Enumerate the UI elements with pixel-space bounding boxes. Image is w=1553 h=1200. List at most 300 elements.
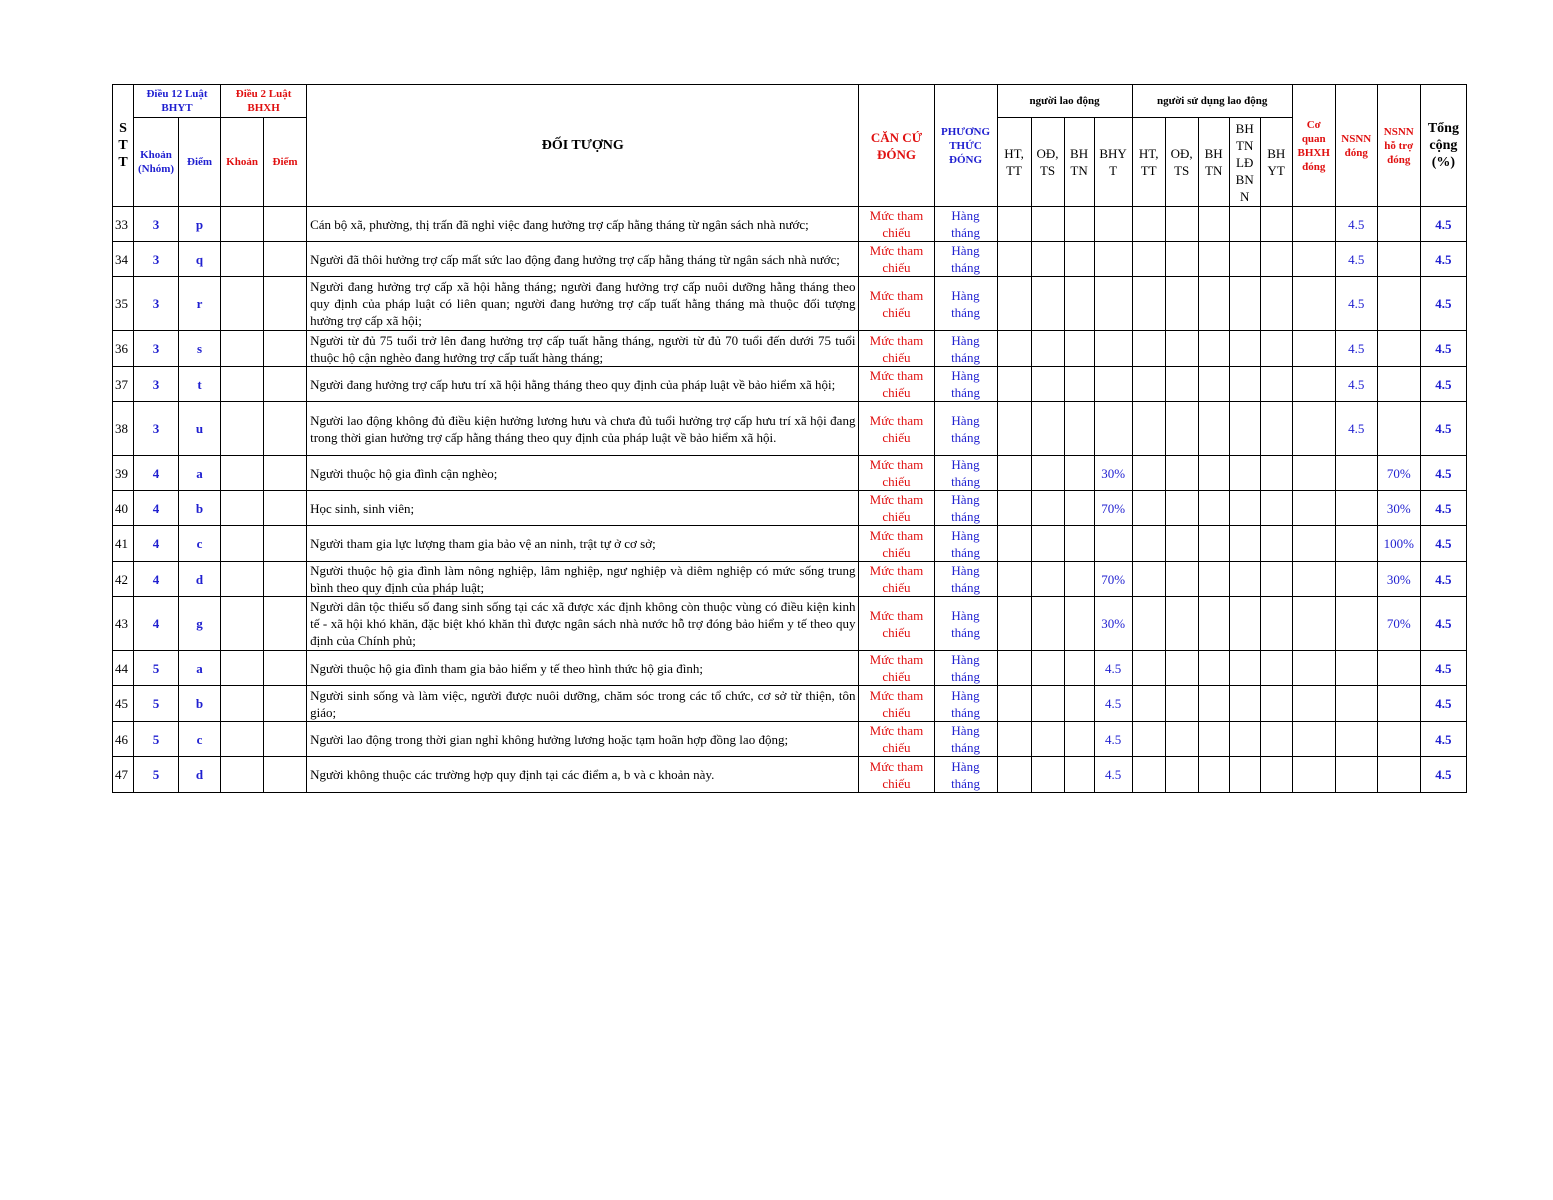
sd-httt-cell [1132, 722, 1165, 757]
ld-bhtn-cell [1064, 597, 1094, 651]
sd-bhtnld-cell [1229, 597, 1260, 651]
contribution-table [112, 84, 1467, 793]
diem-header: Điểm [179, 118, 221, 207]
sd-httt-cell [1132, 491, 1165, 526]
tong-cell: 4.5 [1420, 242, 1466, 277]
ld-httt-cell [997, 242, 1031, 277]
ld-bhyt-cell: 4.5 [1094, 757, 1132, 793]
sd-odts-cell [1165, 526, 1198, 562]
ld-odts-cell [1031, 402, 1064, 456]
sd-bhyt-cell [1260, 526, 1292, 562]
law2-diem-cell [264, 367, 307, 402]
row-number: 47 [113, 757, 134, 793]
sd-bhtn-cell [1198, 722, 1229, 757]
tong-cell: 4.5 [1420, 207, 1466, 242]
nsnn-ho-tro-cell [1377, 722, 1420, 757]
sd-bhtnld-cell [1229, 456, 1260, 491]
sd-bhtnld-cell [1229, 722, 1260, 757]
sd-col-header: OĐ, TS [1165, 118, 1198, 207]
sd-bhtnld-cell [1229, 562, 1260, 597]
phuong-thuc-cell: Hàng tháng [934, 491, 997, 526]
sd-bhtn-cell [1198, 242, 1229, 277]
ld-odts-cell [1031, 597, 1064, 651]
nguoi-lao-dong-header: người lao động [997, 85, 1132, 118]
law2-khoan-cell [221, 562, 264, 597]
phuong-thuc-cell: Hàng tháng [934, 562, 997, 597]
co-quan-cell [1292, 562, 1335, 597]
sd-bhyt-cell [1260, 491, 1292, 526]
phuong-thuc-cell: Hàng tháng [934, 367, 997, 402]
sd-bhyt-cell [1260, 367, 1292, 402]
can-cu-cell: Mức tham chiếu [859, 207, 934, 242]
sd-bhtnld-cell [1229, 331, 1260, 367]
sd-bhyt-cell [1260, 757, 1292, 793]
tong-cell: 4.5 [1420, 757, 1466, 793]
table-row [113, 456, 1467, 491]
table-row [113, 331, 1467, 367]
nsnn-ho-tro-cell [1377, 277, 1420, 331]
nsnn-cell [1335, 562, 1377, 597]
ld-bhyt-cell: 30% [1094, 597, 1132, 651]
khoan-header: Khoản [221, 118, 264, 207]
law2-khoan-cell [221, 757, 264, 793]
law2-diem-cell [264, 277, 307, 331]
can-cu-cell: Mức tham chiếu [859, 597, 934, 651]
sd-bhtnld-cell [1229, 402, 1260, 456]
law2-khoan-cell [221, 651, 264, 686]
tong-cell: 4.5 [1420, 331, 1466, 367]
sd-bhyt-cell [1260, 207, 1292, 242]
diem-cell: d [179, 757, 221, 793]
ld-httt-cell [997, 367, 1031, 402]
tong-cell: 4.5 [1420, 722, 1466, 757]
sd-odts-cell [1165, 456, 1198, 491]
phuong-thuc-cell: Hàng tháng [934, 331, 997, 367]
tong-cell: 4.5 [1420, 526, 1466, 562]
ld-odts-cell [1031, 562, 1064, 597]
ld-col-header: OĐ, TS [1031, 118, 1064, 207]
row-number: 43 [113, 597, 134, 651]
sd-bhtn-cell [1198, 757, 1229, 793]
tong-cell: 4.5 [1420, 562, 1466, 597]
phuong-thuc-cell: Hàng tháng [934, 456, 997, 491]
table-row [113, 277, 1467, 331]
nsnn-cell [1335, 651, 1377, 686]
nsnn-ho-tro-cell: 100% [1377, 526, 1420, 562]
table-row [113, 207, 1467, 242]
khoan-cell: 5 [134, 651, 179, 686]
sd-col-header: BH TN [1198, 118, 1229, 207]
sd-col-header: BH YT [1260, 118, 1292, 207]
khoan-cell: 3 [134, 402, 179, 456]
ld-httt-cell [997, 686, 1031, 722]
nsnn-ho-tro-cell [1377, 367, 1420, 402]
tong-cell: 4.5 [1420, 367, 1466, 402]
table-row [113, 651, 1467, 686]
row-number: 44 [113, 651, 134, 686]
co-quan-cell [1292, 456, 1335, 491]
doi-tuong-cell: Người tham gia lực lượng tham gia bảo vệ an ninh, trật tự ở cơ sở; [307, 526, 859, 562]
ld-httt-cell [997, 491, 1031, 526]
law2-khoan-cell [221, 207, 264, 242]
co-quan-header: Cơ quan BHXH đóng [1292, 85, 1335, 207]
sd-odts-cell [1165, 757, 1198, 793]
ld-httt-cell [997, 597, 1031, 651]
diem-cell: c [179, 722, 221, 757]
row-number: 38 [113, 402, 134, 456]
khoan-cell: 3 [134, 207, 179, 242]
sd-httt-cell [1132, 207, 1165, 242]
ld-bhtn-cell [1064, 491, 1094, 526]
khoan-cell: 3 [134, 367, 179, 402]
ld-bhyt-cell: 4.5 [1094, 722, 1132, 757]
sd-bhyt-cell [1260, 597, 1292, 651]
nsnn-ho-tro-cell: 30% [1377, 491, 1420, 526]
tong-cell: 4.5 [1420, 686, 1466, 722]
khoan-cell: 5 [134, 686, 179, 722]
nsnn-cell [1335, 526, 1377, 562]
table-row [113, 242, 1467, 277]
ld-bhtn-cell [1064, 651, 1094, 686]
khoan-cell: 4 [134, 526, 179, 562]
law2-khoan-cell [221, 491, 264, 526]
ld-bhyt-cell: 4.5 [1094, 686, 1132, 722]
ld-bhtn-cell [1064, 456, 1094, 491]
phuong-thuc-cell: Hàng tháng [934, 686, 997, 722]
sd-bhtnld-cell [1229, 651, 1260, 686]
doi-tuong-cell: Người lao động không đủ điều kiện hưởng lương hưu và chưa đủ tuổi hưởng trợ cấp hưu trí xã hội đang trong thời gian hưởng trợ cấp hằng tháng theo quy định của pháp luật về bảo hiểm xã hội. [307, 402, 859, 456]
ld-odts-cell [1031, 242, 1064, 277]
sd-odts-cell [1165, 491, 1198, 526]
tong-cell: 4.5 [1420, 597, 1466, 651]
nsnn-ho-tro-cell: 70% [1377, 597, 1420, 651]
phuong-thuc-cell: Hàng tháng [934, 402, 997, 456]
row-number: 45 [113, 686, 134, 722]
stt-header: S T T [113, 85, 134, 207]
can-cu-header: CĂN CỨ ĐÓNG [859, 85, 934, 207]
law2-diem-cell [264, 686, 307, 722]
sd-bhtnld-cell [1229, 686, 1260, 722]
ld-bhyt-cell: 70% [1094, 491, 1132, 526]
sd-bhtnld-cell [1229, 367, 1260, 402]
ld-bhyt-cell [1094, 526, 1132, 562]
co-quan-cell [1292, 651, 1335, 686]
can-cu-cell: Mức tham chiếu [859, 331, 934, 367]
sd-httt-cell [1132, 331, 1165, 367]
ld-odts-cell [1031, 526, 1064, 562]
diem2-header: Điểm [264, 118, 307, 207]
can-cu-cell: Mức tham chiếu [859, 526, 934, 562]
ld-odts-cell [1031, 367, 1064, 402]
sd-bhyt-cell [1260, 402, 1292, 456]
ld-col-header: BHY T [1094, 118, 1132, 207]
law2-diem-cell [264, 207, 307, 242]
nsnn-cell: 4.5 [1335, 402, 1377, 456]
sd-httt-cell [1132, 242, 1165, 277]
sd-odts-cell [1165, 597, 1198, 651]
sd-bhtn-cell [1198, 562, 1229, 597]
khoan-cell: 4 [134, 456, 179, 491]
can-cu-cell: Mức tham chiếu [859, 686, 934, 722]
phuong-thuc-cell: Hàng tháng [934, 242, 997, 277]
tong-cell: 4.5 [1420, 491, 1466, 526]
table-row [113, 402, 1467, 456]
doi-tuong-cell: Học sinh, sinh viên; [307, 491, 859, 526]
co-quan-cell [1292, 367, 1335, 402]
ld-bhtn-cell [1064, 367, 1094, 402]
sd-col-header: BH TN LĐ BN N [1229, 118, 1260, 207]
row-number: 41 [113, 526, 134, 562]
law2-khoan-cell [221, 686, 264, 722]
co-quan-cell [1292, 491, 1335, 526]
doi-tuong-cell: Người không thuộc các trường hợp quy định tại các điểm a, b và c khoản này. [307, 757, 859, 793]
sd-httt-cell [1132, 597, 1165, 651]
ld-odts-cell [1031, 722, 1064, 757]
table-row [113, 597, 1467, 651]
can-cu-cell: Mức tham chiếu [859, 277, 934, 331]
sd-bhyt-cell [1260, 242, 1292, 277]
row-number: 33 [113, 207, 134, 242]
ld-httt-cell [997, 757, 1031, 793]
law2-diem-cell [264, 757, 307, 793]
khoan-cell: 4 [134, 491, 179, 526]
ld-odts-cell [1031, 456, 1064, 491]
co-quan-cell [1292, 331, 1335, 367]
diem-cell: a [179, 456, 221, 491]
law2-diem-cell [264, 331, 307, 367]
doi-tuong-cell: Người sinh sống và làm việc, người được nuôi dưỡng, chăm sóc trong các tổ chức, cơ sở từ thiện, tôn giáo; [307, 686, 859, 722]
sd-odts-cell [1165, 331, 1198, 367]
diem-cell: b [179, 686, 221, 722]
doi-tuong-cell: Người đang hưởng trợ cấp hưu trí xã hội hằng tháng theo quy định của pháp luật về bảo hiểm xã hội; [307, 367, 859, 402]
nsnn-ho-tro-cell [1377, 331, 1420, 367]
sd-bhtn-cell [1198, 331, 1229, 367]
sd-httt-cell [1132, 402, 1165, 456]
ld-httt-cell [997, 402, 1031, 456]
law2-diem-cell [264, 651, 307, 686]
nsnn-ho-tro-header: NSNN hỗ trợ đóng [1377, 85, 1420, 207]
law2-diem-cell [264, 526, 307, 562]
diem-cell: b [179, 491, 221, 526]
doi-tuong-cell: Người đang hưởng trợ cấp xã hội hằng tháng; người đang hưởng trợ cấp nuôi dưỡng hằng tháng theo quy định của pháp luật có liên quan; người đang hưởng trợ cấp tuất hằng tháng mà thuộc đối tượng hưởng trợ cấp xã hội; [307, 277, 859, 331]
can-cu-cell: Mức tham chiếu [859, 456, 934, 491]
co-quan-cell [1292, 242, 1335, 277]
co-quan-cell [1292, 757, 1335, 793]
law2-khoan-cell [221, 526, 264, 562]
sd-bhyt-cell [1260, 722, 1292, 757]
sd-bhtn-cell [1198, 686, 1229, 722]
table-row [113, 491, 1467, 526]
khoan-cell: 4 [134, 562, 179, 597]
ld-httt-cell [997, 651, 1031, 686]
row-number: 35 [113, 277, 134, 331]
row-number: 34 [113, 242, 134, 277]
law2-khoan-cell [221, 277, 264, 331]
law12-header: Điều 12 Luật BHYT [134, 85, 221, 118]
nsnn-cell [1335, 456, 1377, 491]
tong-cell: 4.5 [1420, 456, 1466, 491]
nsnn-ho-tro-cell [1377, 686, 1420, 722]
diem-cell: q [179, 242, 221, 277]
sd-bhtn-cell [1198, 597, 1229, 651]
law2-diem-cell [264, 722, 307, 757]
law2-header: Điều 2 Luật BHXH [221, 85, 307, 118]
co-quan-cell [1292, 526, 1335, 562]
nsnn-cell: 4.5 [1335, 331, 1377, 367]
sd-bhtn-cell [1198, 651, 1229, 686]
ld-bhtn-cell [1064, 242, 1094, 277]
co-quan-cell [1292, 207, 1335, 242]
co-quan-cell [1292, 722, 1335, 757]
nsnn-cell: 4.5 [1335, 242, 1377, 277]
sd-httt-cell [1132, 757, 1165, 793]
diem-cell: c [179, 526, 221, 562]
row-number: 46 [113, 722, 134, 757]
tong-cell: 4.5 [1420, 651, 1466, 686]
sd-bhyt-cell [1260, 456, 1292, 491]
ld-bhtn-cell [1064, 402, 1094, 456]
sd-bhtn-cell [1198, 491, 1229, 526]
co-quan-cell [1292, 597, 1335, 651]
sd-bhtn-cell [1198, 277, 1229, 331]
can-cu-cell: Mức tham chiếu [859, 491, 934, 526]
ld-httt-cell [997, 526, 1031, 562]
sd-bhtnld-cell [1229, 526, 1260, 562]
ld-bhyt-cell [1094, 277, 1132, 331]
diem-cell: r [179, 277, 221, 331]
co-quan-cell [1292, 277, 1335, 331]
tong-cell: 4.5 [1420, 402, 1466, 456]
law2-diem-cell [264, 456, 307, 491]
sd-odts-cell [1165, 207, 1198, 242]
doi-tuong-cell: Người lao động trong thời gian nghỉ không hưởng lương hoặc tạm hoãn hợp đồng lao động; [307, 722, 859, 757]
sd-bhtn-cell [1198, 456, 1229, 491]
ld-bhtn-cell [1064, 526, 1094, 562]
nsnn-ho-tro-cell [1377, 402, 1420, 456]
sd-bhtn-cell [1198, 526, 1229, 562]
phuong-thuc-cell: Hàng tháng [934, 757, 997, 793]
sd-odts-cell [1165, 651, 1198, 686]
table-row [113, 686, 1467, 722]
phuong-thuc-header: PHƯƠNG THỨC ĐÓNG [934, 85, 997, 207]
row-number: 42 [113, 562, 134, 597]
sd-bhtnld-cell [1229, 242, 1260, 277]
ld-httt-cell [997, 456, 1031, 491]
ld-odts-cell [1031, 207, 1064, 242]
sd-httt-cell [1132, 651, 1165, 686]
sd-httt-cell [1132, 526, 1165, 562]
diem-cell: u [179, 402, 221, 456]
diem-cell: a [179, 651, 221, 686]
law2-khoan-cell [221, 456, 264, 491]
ld-bhtn-cell [1064, 207, 1094, 242]
ld-httt-cell [997, 277, 1031, 331]
doi-tuong-header: ĐỐI TƯỢNG [307, 85, 859, 207]
doi-tuong-cell: Người thuộc hộ gia đình cận nghèo; [307, 456, 859, 491]
ld-col-header: HT, TT [997, 118, 1031, 207]
doi-tuong-cell: Người thuộc hộ gia đình tham gia bảo hiểm y tế theo hình thức hộ gia đình; [307, 651, 859, 686]
ld-col-header: BH TN [1064, 118, 1094, 207]
co-quan-cell [1292, 686, 1335, 722]
nsnn-ho-tro-cell: 30% [1377, 562, 1420, 597]
tong-cong-header: Tổng cộng (%) [1420, 85, 1466, 207]
ld-bhyt-cell: 70% [1094, 562, 1132, 597]
nsnn-cell [1335, 722, 1377, 757]
sd-bhyt-cell [1260, 686, 1292, 722]
nsnn-ho-tro-cell: 70% [1377, 456, 1420, 491]
sd-bhtnld-cell [1229, 757, 1260, 793]
sd-bhtnld-cell [1229, 277, 1260, 331]
can-cu-cell: Mức tham chiếu [859, 562, 934, 597]
khoan-cell: 5 [134, 757, 179, 793]
doi-tuong-cell: Cán bộ xã, phường, thị trấn đã nghỉ việc đang hưởng trợ cấp hằng tháng từ ngân sách nhà nước; [307, 207, 859, 242]
ld-odts-cell [1031, 277, 1064, 331]
sd-httt-cell [1132, 686, 1165, 722]
law2-khoan-cell [221, 331, 264, 367]
doi-tuong-cell: Người đã thôi hưởng trợ cấp mất sức lao động đang hưởng trợ cấp hằng tháng từ ngân sách nhà nước; [307, 242, 859, 277]
ld-bhyt-cell: 30% [1094, 456, 1132, 491]
sd-odts-cell [1165, 242, 1198, 277]
sd-odts-cell [1165, 277, 1198, 331]
phuong-thuc-cell: Hàng tháng [934, 207, 997, 242]
ld-bhtn-cell [1064, 331, 1094, 367]
law2-khoan-cell [221, 402, 264, 456]
table-row [113, 367, 1467, 402]
sd-odts-cell [1165, 562, 1198, 597]
ld-odts-cell [1031, 491, 1064, 526]
nsnn-cell [1335, 686, 1377, 722]
ld-httt-cell [997, 331, 1031, 367]
table-row [113, 562, 1467, 597]
sd-odts-cell [1165, 722, 1198, 757]
sd-bhtnld-cell [1229, 491, 1260, 526]
doi-tuong-cell: Người thuộc hộ gia đình làm nông nghiệp, lâm nghiệp, ngư nghiệp và diêm nghiệp có mức sống trung bình theo quy định của pháp luật; [307, 562, 859, 597]
ld-bhyt-cell [1094, 367, 1132, 402]
ld-bhyt-cell [1094, 207, 1132, 242]
tong-cell: 4.5 [1420, 277, 1466, 331]
nsnn-ho-tro-cell [1377, 651, 1420, 686]
phuong-thuc-cell: Hàng tháng [934, 277, 997, 331]
diem-cell: p [179, 207, 221, 242]
sd-odts-cell [1165, 367, 1198, 402]
nsnn-cell: 4.5 [1335, 277, 1377, 331]
law2-diem-cell [264, 491, 307, 526]
doi-tuong-cell: Người dân tộc thiểu số đang sinh sống tại các xã được xác định không còn thuộc vùng có điều kiện kinh tế - xã hội khó khăn, đặc biệt khó khăn thì được ngân sách nhà nước hỗ trợ đóng bảo hiểm y tế theo quy định của Chính phủ; [307, 597, 859, 651]
law2-khoan-cell [221, 722, 264, 757]
doi-tuong-cell: Người từ đủ 75 tuổi trở lên đang hưởng trợ cấp tuất hằng tháng, người từ đủ 70 tuổi đến dưới 75 tuổi thuộc hộ cận nghèo đang hưởng trợ cấp tuất hàng tháng; [307, 331, 859, 367]
phuong-thuc-cell: Hàng tháng [934, 651, 997, 686]
ld-bhtn-cell [1064, 757, 1094, 793]
sd-httt-cell [1132, 562, 1165, 597]
khoan-cell: 3 [134, 242, 179, 277]
law2-diem-cell [264, 402, 307, 456]
table-row [113, 722, 1467, 757]
nguoi-su-dung-header: người sử dụng lao động [1132, 85, 1292, 118]
ld-httt-cell [997, 207, 1031, 242]
sd-httt-cell [1132, 456, 1165, 491]
sd-bhtnld-cell [1229, 207, 1260, 242]
row-number: 39 [113, 456, 134, 491]
sd-col-header: HT, TT [1132, 118, 1165, 207]
law2-khoan-cell [221, 242, 264, 277]
law2-khoan-cell [221, 367, 264, 402]
sd-httt-cell [1132, 367, 1165, 402]
sd-odts-cell [1165, 402, 1198, 456]
can-cu-cell: Mức tham chiếu [859, 367, 934, 402]
row-number: 36 [113, 331, 134, 367]
ld-bhtn-cell [1064, 277, 1094, 331]
khoan-cell: 5 [134, 722, 179, 757]
